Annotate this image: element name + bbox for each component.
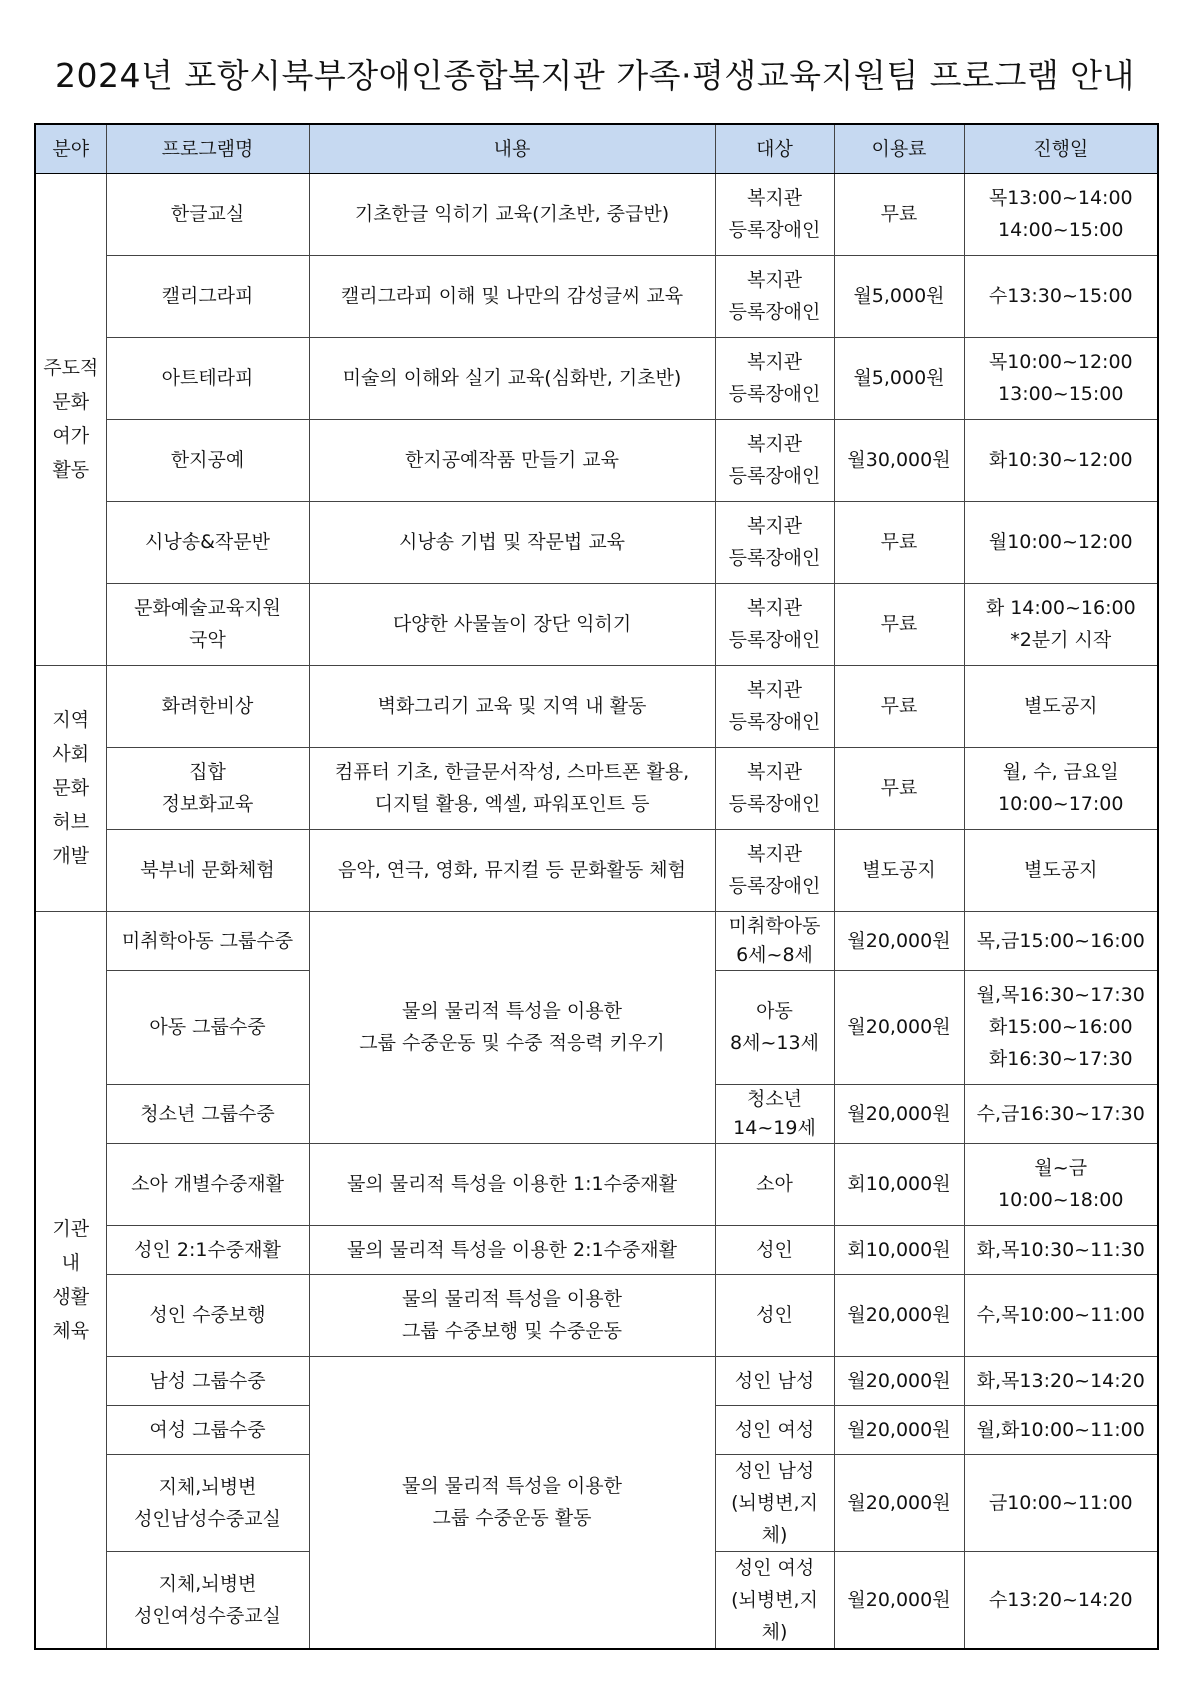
header-field: 분야 — [35, 124, 106, 173]
program-target: 성인 — [715, 1274, 834, 1356]
program-content: 물의 물리적 특성을 이용한 그룹 수중보행 및 수중운동 — [309, 1274, 715, 1356]
program-content: 캘리그라피 이해 및 나만의 감성글씨 교육 — [309, 255, 715, 337]
program-schedule: 수13:30~15:00 — [964, 255, 1158, 337]
table-row — [35, 337, 1158, 419]
program-target: 복지관 등록장애인 — [715, 337, 834, 419]
program-target: 성인 남성 — [715, 1356, 834, 1405]
program-fee: 월20,000원 — [834, 1274, 964, 1356]
program-schedule: 목13:00~14:00 14:00~15:00 — [964, 173, 1158, 255]
program-schedule: 화,목13:20~14:20 — [964, 1356, 1158, 1405]
program-schedule: 금10:00~11:00 — [964, 1454, 1158, 1551]
table-row — [35, 1143, 1158, 1225]
program-target: 복지관 등록장애인 — [715, 829, 834, 911]
header-program-name: 프로그램명 — [106, 124, 309, 173]
program-fee: 무료 — [834, 501, 964, 583]
table-row — [35, 419, 1158, 501]
program-schedule: 수13:20~14:20 — [964, 1551, 1158, 1649]
category-cell: 기관 내 생활 체육 — [35, 911, 106, 1649]
program-name: 캘리그라피 — [106, 255, 309, 337]
program-fee: 무료 — [834, 747, 964, 829]
program-content: 음악, 연극, 영화, 뮤지컬 등 문화활동 체험 — [309, 829, 715, 911]
header-fee: 이용료 — [834, 124, 964, 173]
table-row — [35, 1274, 1158, 1356]
program-fee: 무료 — [834, 173, 964, 255]
program-fee: 무료 — [834, 665, 964, 747]
program-content: 물의 물리적 특성을 이용한 2:1수중재활 — [309, 1225, 715, 1274]
program-name: 남성 그룹수중 — [106, 1356, 309, 1405]
table-row — [35, 1356, 1158, 1405]
program-target: 복지관 등록장애인 — [715, 747, 834, 829]
program-schedule: 별도공지 — [964, 829, 1158, 911]
program-name: 화려한비상 — [106, 665, 309, 747]
program-fee: 월20,000원 — [834, 1405, 964, 1454]
program-fee: 월5,000원 — [834, 255, 964, 337]
program-name: 아동 그룹수중 — [106, 970, 309, 1084]
program-content: 물의 물리적 특성을 이용한 1:1수중재활 — [309, 1143, 715, 1225]
program-name: 북부네 문화체험 — [106, 829, 309, 911]
program-name: 지체,뇌병변 성인남성수중교실 — [106, 1454, 309, 1551]
program-name: 시낭송&작문반 — [106, 501, 309, 583]
program-content: 다양한 사물놀이 장단 익히기 — [309, 583, 715, 665]
table-row — [35, 665, 1158, 747]
program-schedule: 월,목16:30~17:30 화15:00~16:00 화16:30~17:30 — [964, 970, 1158, 1084]
program-name: 집합 정보화교육 — [106, 747, 309, 829]
program-schedule: 별도공지 — [964, 665, 1158, 747]
program-schedule: 월10:00~12:00 — [964, 501, 1158, 583]
program-target: 아동 8세~13세 — [715, 970, 834, 1084]
program-fee: 무료 — [834, 583, 964, 665]
program-name: 한지공예 — [106, 419, 309, 501]
program-target: 성인 남성 (뇌병변,지체) — [715, 1454, 834, 1551]
program-content: 컴퓨터 기초, 한글문서작성, 스마트폰 활용, 디지털 활용, 엑셀, 파워포인트 등 — [309, 747, 715, 829]
page-title: 2024년 포항시북부장애인종합복지관 가족·평생교육지원팀 프로그램 안내 — [55, 56, 1135, 95]
program-content: 물의 물리적 특성을 이용한 그룹 수중운동 활동 — [309, 1356, 715, 1649]
header-content: 내용 — [309, 124, 715, 173]
program-schedule: 월~금 10:00~18:00 — [964, 1143, 1158, 1225]
header-schedule: 진행일 — [964, 124, 1158, 173]
program-content: 한지공예작품 만들기 교육 — [309, 419, 715, 501]
table-row — [35, 583, 1158, 665]
program-fee: 월20,000원 — [834, 1356, 964, 1405]
program-target: 복지관 등록장애인 — [715, 501, 834, 583]
program-target: 복지관 등록장애인 — [715, 173, 834, 255]
program-fee: 월5,000원 — [834, 337, 964, 419]
program-schedule: 목,금15:00~16:00 — [964, 911, 1158, 970]
program-target: 성인 여성 (뇌병변,지체) — [715, 1551, 834, 1649]
program-target: 미취학아동 6세~8세 — [715, 911, 834, 970]
program-name: 문화예술교육지원 국악 — [106, 583, 309, 665]
program-content: 미술의 이해와 실기 교육(심화반, 기초반) — [309, 337, 715, 419]
table-row — [35, 1225, 1158, 1274]
category-cell: 주도적 문화 여가 활동 — [35, 173, 106, 665]
table-header-row — [35, 124, 1158, 173]
program-target: 복지관 등록장애인 — [715, 665, 834, 747]
table-row — [35, 501, 1158, 583]
table-row — [35, 911, 1158, 970]
program-schedule: 화,목10:30~11:30 — [964, 1225, 1158, 1274]
program-content: 벽화그리기 교육 및 지역 내 활동 — [309, 665, 715, 747]
program-name: 성인 2:1수중재활 — [106, 1225, 309, 1274]
program-fee: 월20,000원 — [834, 1454, 964, 1551]
program-target: 성인 — [715, 1225, 834, 1274]
program-name: 아트테라피 — [106, 337, 309, 419]
program-target: 성인 여성 — [715, 1405, 834, 1454]
program-fee: 별도공지 — [834, 829, 964, 911]
table-row — [35, 255, 1158, 337]
program-table — [34, 123, 1159, 1650]
program-schedule: 월,화10:00~11:00 — [964, 1405, 1158, 1454]
program-schedule: 수,금16:30~17:30 — [964, 1084, 1158, 1143]
program-fee: 회10,000원 — [834, 1143, 964, 1225]
program-content: 시낭송 기법 및 작문법 교육 — [309, 501, 715, 583]
program-name: 여성 그룹수중 — [106, 1405, 309, 1454]
table-row — [35, 829, 1158, 911]
program-name: 청소년 그룹수중 — [106, 1084, 309, 1143]
program-fee: 회10,000원 — [834, 1225, 964, 1274]
program-name: 한글교실 — [106, 173, 309, 255]
table-row — [35, 173, 1158, 255]
program-name: 소아 개별수중재활 — [106, 1143, 309, 1225]
program-schedule: 화 14:00~16:00 *2분기 시작 — [964, 583, 1158, 665]
program-content: 물의 물리적 특성을 이용한 그룹 수중운동 및 수중 적응력 키우기 — [309, 911, 715, 1143]
program-name: 지체,뇌병변 성인여성수중교실 — [106, 1551, 309, 1649]
program-target: 소아 — [715, 1143, 834, 1225]
table-row — [35, 747, 1158, 829]
program-schedule: 월, 수, 금요일 10:00~17:00 — [964, 747, 1158, 829]
program-name: 미취학아동 그룹수중 — [106, 911, 309, 970]
program-schedule: 수,목10:00~11:00 — [964, 1274, 1158, 1356]
program-fee: 월30,000원 — [834, 419, 964, 501]
program-target: 청소년 14~19세 — [715, 1084, 834, 1143]
program-fee: 월20,000원 — [834, 911, 964, 970]
program-name: 성인 수중보행 — [106, 1274, 309, 1356]
program-target: 복지관 등록장애인 — [715, 255, 834, 337]
program-fee: 월20,000원 — [834, 970, 964, 1084]
category-cell: 지역 사회 문화 허브 개발 — [35, 665, 106, 911]
program-schedule: 목10:00~12:00 13:00~15:00 — [964, 337, 1158, 419]
header-target: 대상 — [715, 124, 834, 173]
program-content: 기초한글 익히기 교육(기초반, 중급반) — [309, 173, 715, 255]
program-fee: 월20,000원 — [834, 1551, 964, 1649]
program-target: 복지관 등록장애인 — [715, 419, 834, 501]
program-fee: 월20,000원 — [834, 1084, 964, 1143]
program-target: 복지관 등록장애인 — [715, 583, 834, 665]
program-schedule: 화10:30~12:00 — [964, 419, 1158, 501]
